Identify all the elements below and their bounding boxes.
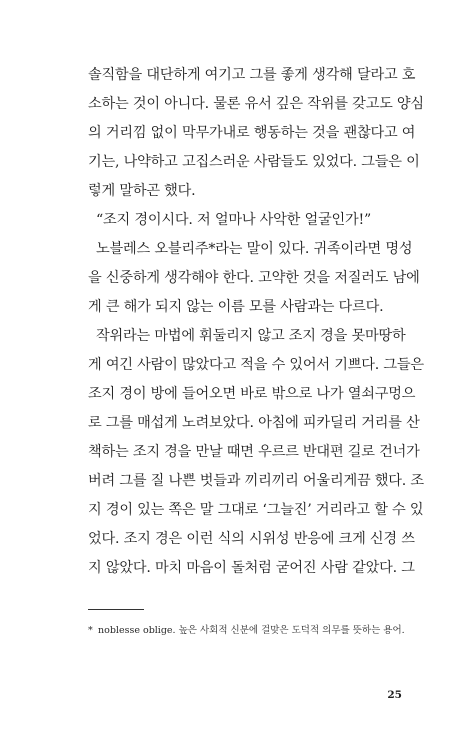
body-line: 지 경이 있는 쪽은 말 그대로 ‘그늘진’ 거리라고 할 수 있 bbox=[88, 502, 424, 518]
body-line: 을 신중하게 생각해야 한다. 고약한 것을 저질러도 남에 bbox=[88, 270, 420, 286]
body-line: 조지 경이 방에 들어오면 바로 밖으로 나가 열쇠구멍으 bbox=[88, 386, 416, 402]
body-line: 었다. 조지 경은 이런 식의 시위성 반응에 크게 신경 쓰 bbox=[88, 531, 415, 547]
body-line: 솔직함을 대단하게 여기고 그를 좋게 생각해 달라고 호 bbox=[88, 67, 416, 83]
body-line: 의 거리낌 없이 막무가내로 행동하는 것을 괜찮다고 여 bbox=[88, 125, 416, 141]
body-line: 게 큰 해가 되지 않는 이름 모를 사람과는 다르다. bbox=[88, 299, 384, 315]
body-line: 버려 그를 질 나쁜 벗들과 끼리끼리 어울리게끔 했다. 조 bbox=[88, 473, 424, 489]
body-line: 로 그를 매섭게 노려보았다. 아침에 피카딜리 거리를 산 bbox=[88, 415, 420, 431]
body-line: 렇게 말하곤 했다. bbox=[88, 183, 196, 199]
body-line: 작위라는 마법에 휘둘리지 않고 조지 경을 못마땅하 bbox=[96, 328, 406, 344]
body-line: “조지 경이시다. 저 얼마나 사악한 얼굴인가!” bbox=[96, 212, 372, 228]
body-line: 노블레스 오블리주*라는 말이 있다. 귀족이라면 명성 bbox=[96, 241, 413, 257]
body-line: 소하는 것이 아니다. 물론 유서 깊은 작위를 갖고도 양심 bbox=[88, 96, 424, 112]
body-line: 지 않았다. 마치 마음이 돌처럼 굳어진 사람 같았다. 그 bbox=[88, 560, 415, 576]
footnote-mark: * bbox=[88, 625, 93, 636]
body-line: 기는, 나약하고 고집스러운 사람들도 있었다. 그들은 이 bbox=[88, 154, 420, 170]
footnote-text: noblesse oblige. 높은 사회적 신분에 걸맞은 도덕적 의무를 뜻하는 용어. bbox=[98, 625, 405, 636]
footnote-divider bbox=[88, 609, 144, 610]
body-line: 책하는 조지 경을 만날 때면 우르르 반대편 길로 건너가 bbox=[88, 444, 420, 460]
footnote bbox=[88, 624, 405, 638]
page-number: 25 bbox=[387, 689, 402, 701]
body-line: 게 여긴 사람이 많았다고 적을 수 있어서 기쁘다. 그들은 bbox=[88, 357, 424, 373]
